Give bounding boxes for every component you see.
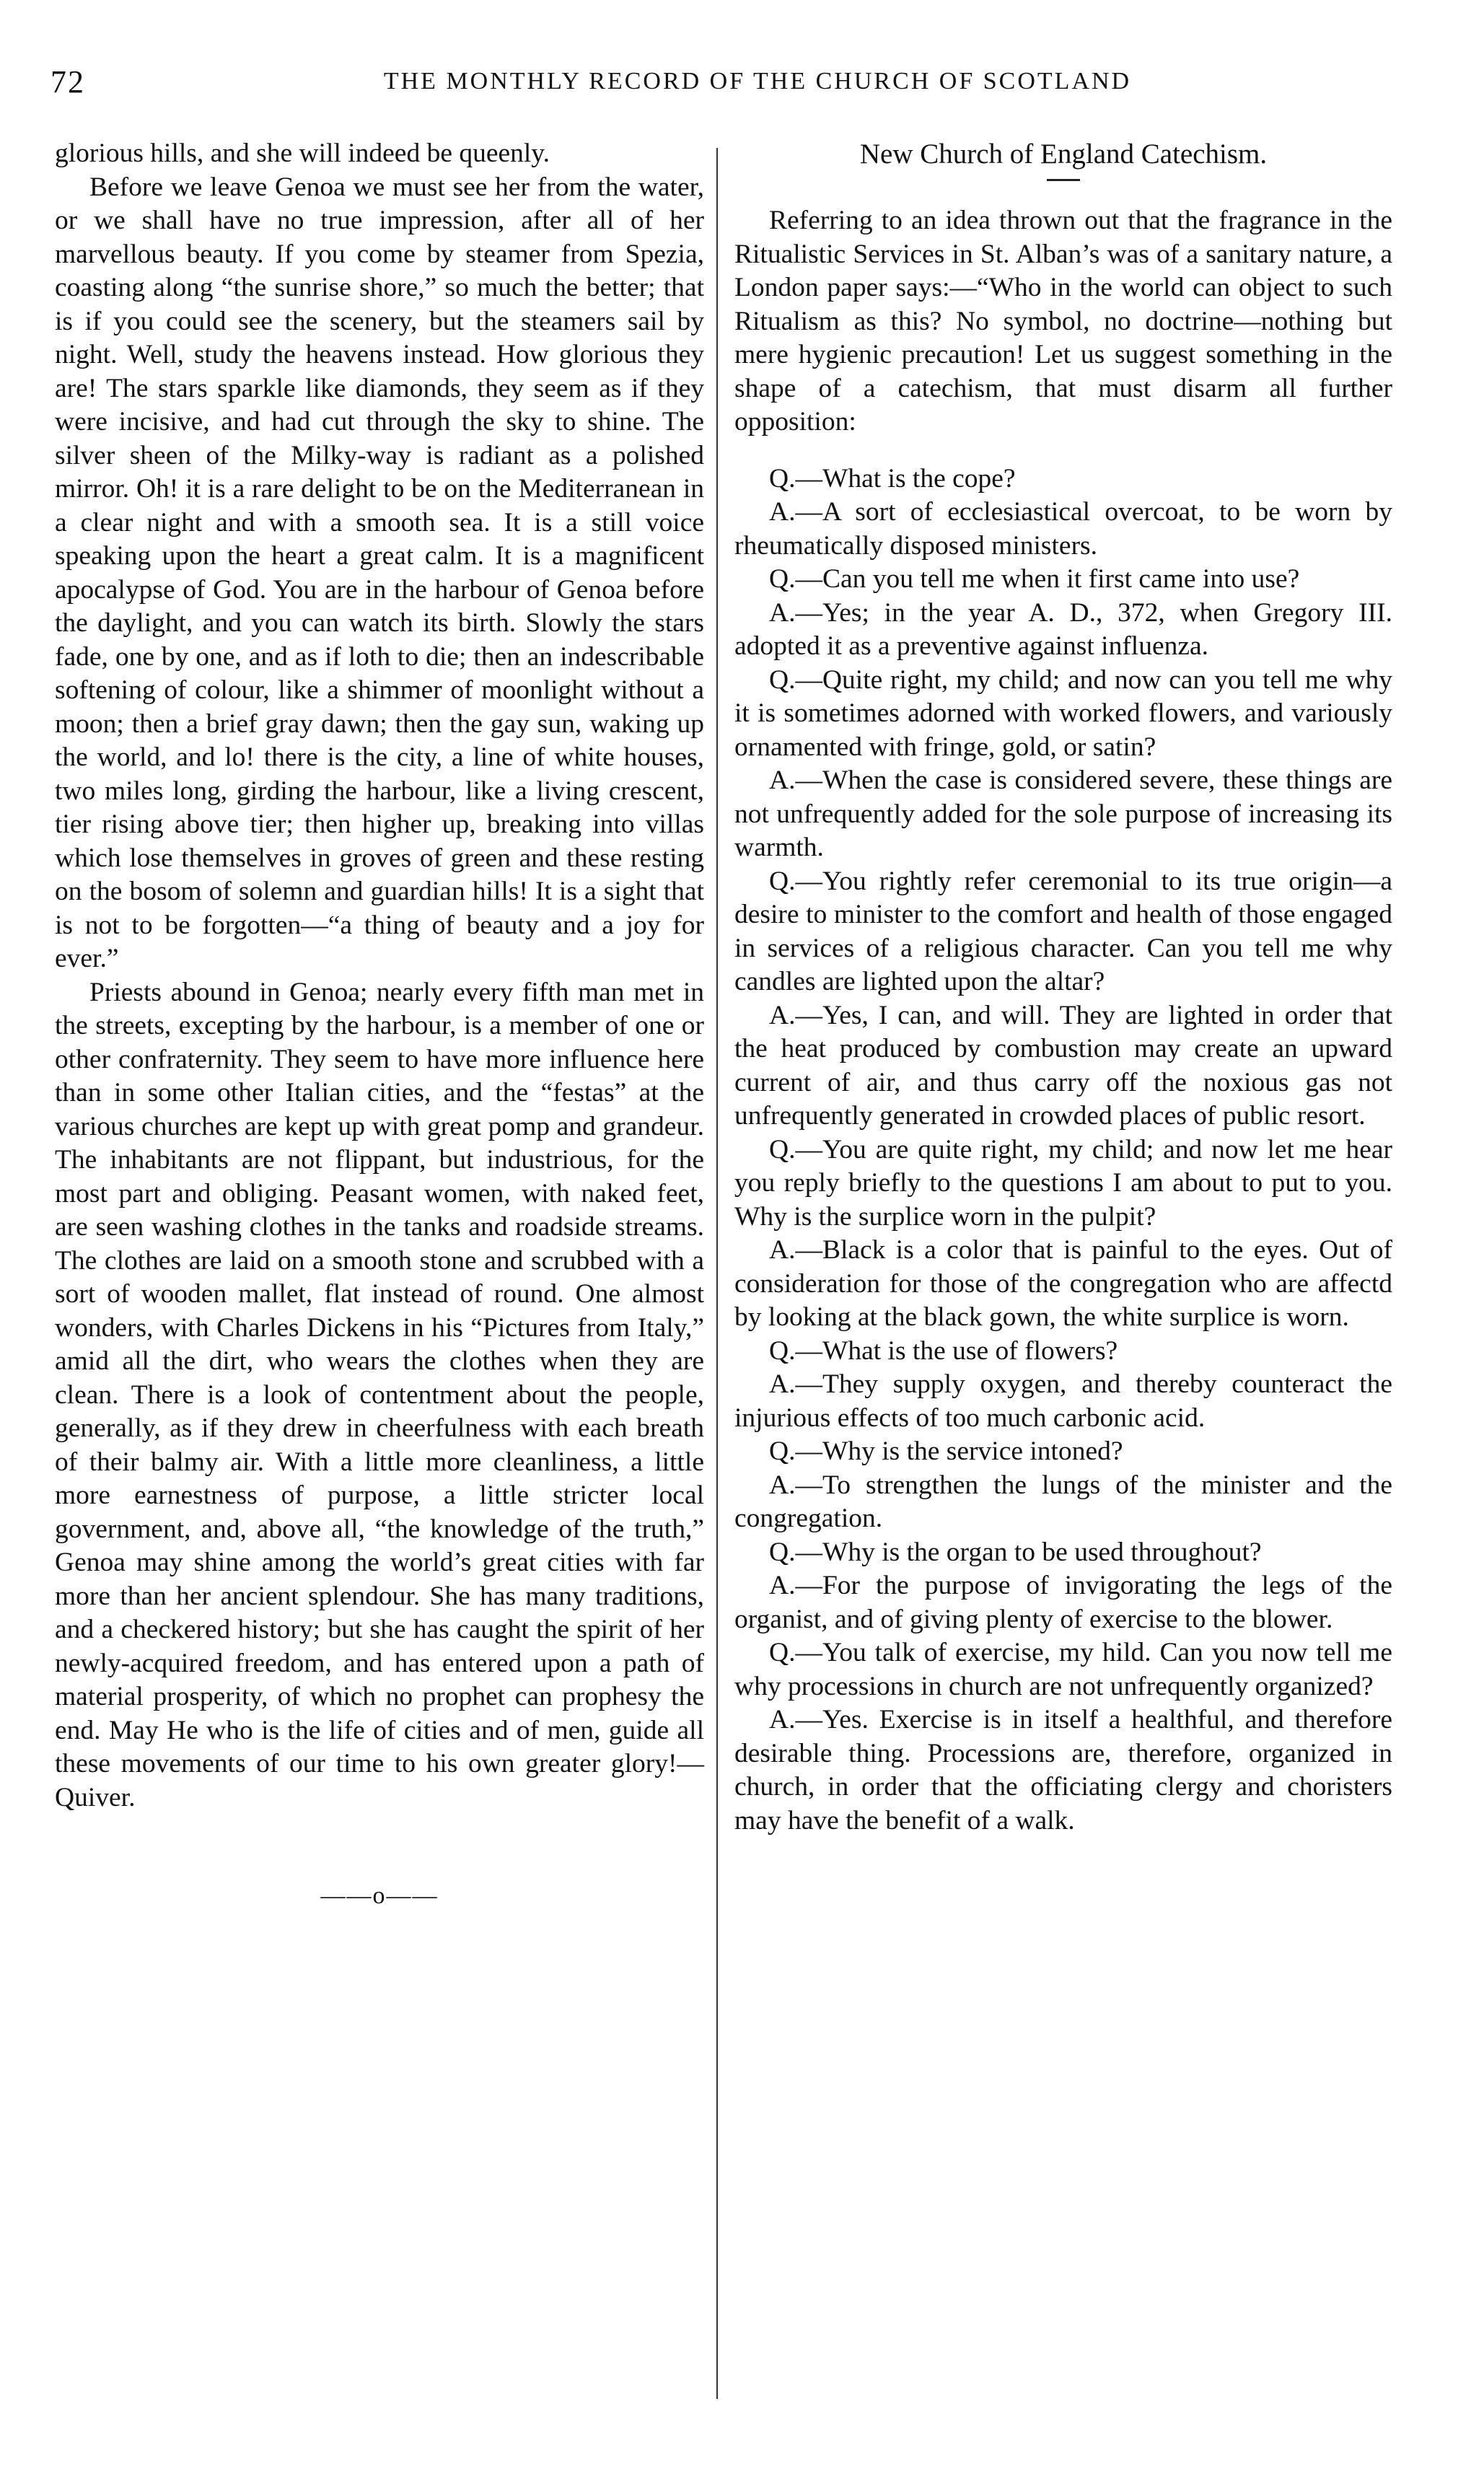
catechism-line: Q.—Why is the service intoned?: [769, 1436, 1123, 1466]
article-title: New Church of England Catechism.: [859, 139, 1268, 170]
paragraph: Priests abound in Genoa; nearly every fifth man met in the streets, excepting by the harbour, is a member of one or other confraternity. They seem to have more influence here than in some other Italian cities, and the “festas” at the various churches are kept up with great pomp and grandeur. The inhabitants are not flippant, but industrious, for the most part and obliging. Peasant women, with naked feet, are seen washing clothes in the tanks and roadside streams. The clothes are laid on a smooth stone and scrubbed with a sort of wooden mallet, flat instead of round. One almost wonders, with Charles Dickens in his “Pictures from Italy,” amid all the dirt, who wears the clothes when they are clean. There is a look of contentment about the people, generally, as if they drew in cheerfulness with each breath of their balmy air. With a little more cleanliness, a little more earnestness of purpose, a little stricter local government, and, above all, “the knowledge of the truth,” Genoa may shine among the world’s great cities with far more than her ancient splendour. She has many traditions, and a checkered history; but she has caught the spirit of her newly-acquired freedom, and has entered upon a path of material prosperity, of which no prophet can prophesy the end. May He who is the life of cities and of men, guide all these movements of our time to his own greater glory!—Quiver.: [55, 977, 704, 1812]
catechism-line: A.—A sort of ecclesiastical overcoat, to be worn by rheumatically disposed ministers.: [734, 497, 1392, 561]
catechism-line: A.—When the case is considered severe, these things are not unfrequently added for the sole purpose of increasing its warmth.: [734, 766, 1392, 862]
catechism-line: A.—Black is a color that is painful to the eyes. Out of consideration for those of the congregation who are affectd by looking at the black gown, the white surplice is worn.: [734, 1235, 1392, 1332]
title-rule: [1047, 179, 1080, 181]
catechism-line: Q.—What is the use of flowers?: [769, 1335, 1118, 1366]
catechism-line: Q.—You are quite right, my child; and now let me hear you reply briefly to the questions I am about to put to you. Why is the surplice worn in the pulpit?: [734, 1134, 1392, 1232]
article-intro: Referring to an idea thrown out that the fragrance in the Ritualistic Services in St. Alban’s was of a sanitary nature, a London paper says:—“Who in the world can object to such Ritualism as this? No symbol, no doctrine—nothing but mere hygienic precaution! Let us suggest something in the shape of a catechism, that must disarm all further opposition:: [734, 206, 1392, 437]
left-column: [55, 137, 704, 1913]
catechism-line: A.—For the purpose of invigorating the legs of the organist, and of giving plenty of exercise to the blower.: [734, 1571, 1392, 1634]
spacer: [734, 439, 1392, 462]
catechism-line: A.—Yes; in the year A. D., 372, when Gregory III. adopted it as a preventive against influenza.: [734, 597, 1392, 661]
page-number: 72: [51, 64, 85, 100]
catechism-line: Q.—What is the cope?: [769, 463, 1016, 494]
right-column: [734, 137, 1392, 1838]
running-title: THE MONTHLY RECORD OF THE CHURCH OF SCOTLAND: [383, 68, 1132, 95]
catechism-line: A.—Yes, I can, and will. They are lighted in order that the heat produced by combustion may create an upward current of air, and thus carry off the noxious gas not unfrequently generated in crowded places of public resort.: [734, 1000, 1392, 1131]
catechism-line: Q.—Why is the organ to be used throughout?: [769, 1537, 1262, 1567]
catechism-line: A.—To strengthen the lungs of the minister and the congregation.: [734, 1470, 1392, 1533]
page-header: [51, 63, 1421, 100]
paragraph: Before we leave Genoa we must see her from the water, or we shall have no true impression, after all of her marvellous beauty. If you come by steamer from Spezia, coasting along “the sunrise shore,” so much the better; that is if you could see the scenery, but the steamers sail by night. Well, study the heavens instead. How glorious they are! The stars sparkle like diamonds, they seem as if they were incisive, and had cut through the sky to shine. The silver sheen of the Milky-way is radiant as a polished mirror. Oh! it is a rare delight to be on the Mediterranean in a clear night and with a smooth sea. It is a still voice speaking upon the heart a great calm. It is a magnificent apocalypse of God. You are in the harbour of Genoa before the daylight, and you can watch its birth. Slowly the stars fade, one by one, and as if loth to die; then an indescribable softening of colour, like a shimmer of moonlight without a moon; then a brief gray dawn; then the gay sun, waking up the world, and lo! there is the city, a line of white houses, two miles long, girding the harbour, like a living crescent, tier rising above tier; then higher up, breaking into villas which lose themselves in groves of green and these resting on the bosom of solemn and guardian hills! It is a sight that is not to be forgotten—“a thing of beauty and a joy for ever.”: [55, 172, 704, 973]
catechism-line: Q.—You talk of exercise, my hild. Can you now tell me why processions in church are not unfrequently organized?: [734, 1638, 1392, 1701]
section-end-mark: ——o——: [320, 1882, 439, 1909]
catechism-line: Q.—You rightly refer ceremonial to its true origin—a desire to minister to the comfort and health of those engaged in services of a religious character. Can you tell me why candles are lighted upon the altar?: [734, 866, 1392, 996]
paragraph: glorious hills, and she will indeed be queenly.: [55, 139, 550, 168]
column-divider: [716, 148, 718, 2399]
catechism-line: A.—Yes. Exercise is in itself a healthful, and therefore desirable thing. Processions are, therefore, organized in church, in order that the officiating clergy and choristers may have the benefit of a walk.: [734, 1705, 1392, 1835]
catechism-line: A.—They supply oxygen, and thereby counteract the injurious effects of too much carbonic acid.: [734, 1369, 1392, 1433]
catechism-line: Q.—Quite right, my child; and now can you tell me why it is sometimes adorned with worked flowers, and variously ornamented with fringe, gold, or satin?: [734, 664, 1392, 762]
catechism-line: Q.—Can you tell me when it first came into use?: [769, 564, 1300, 594]
